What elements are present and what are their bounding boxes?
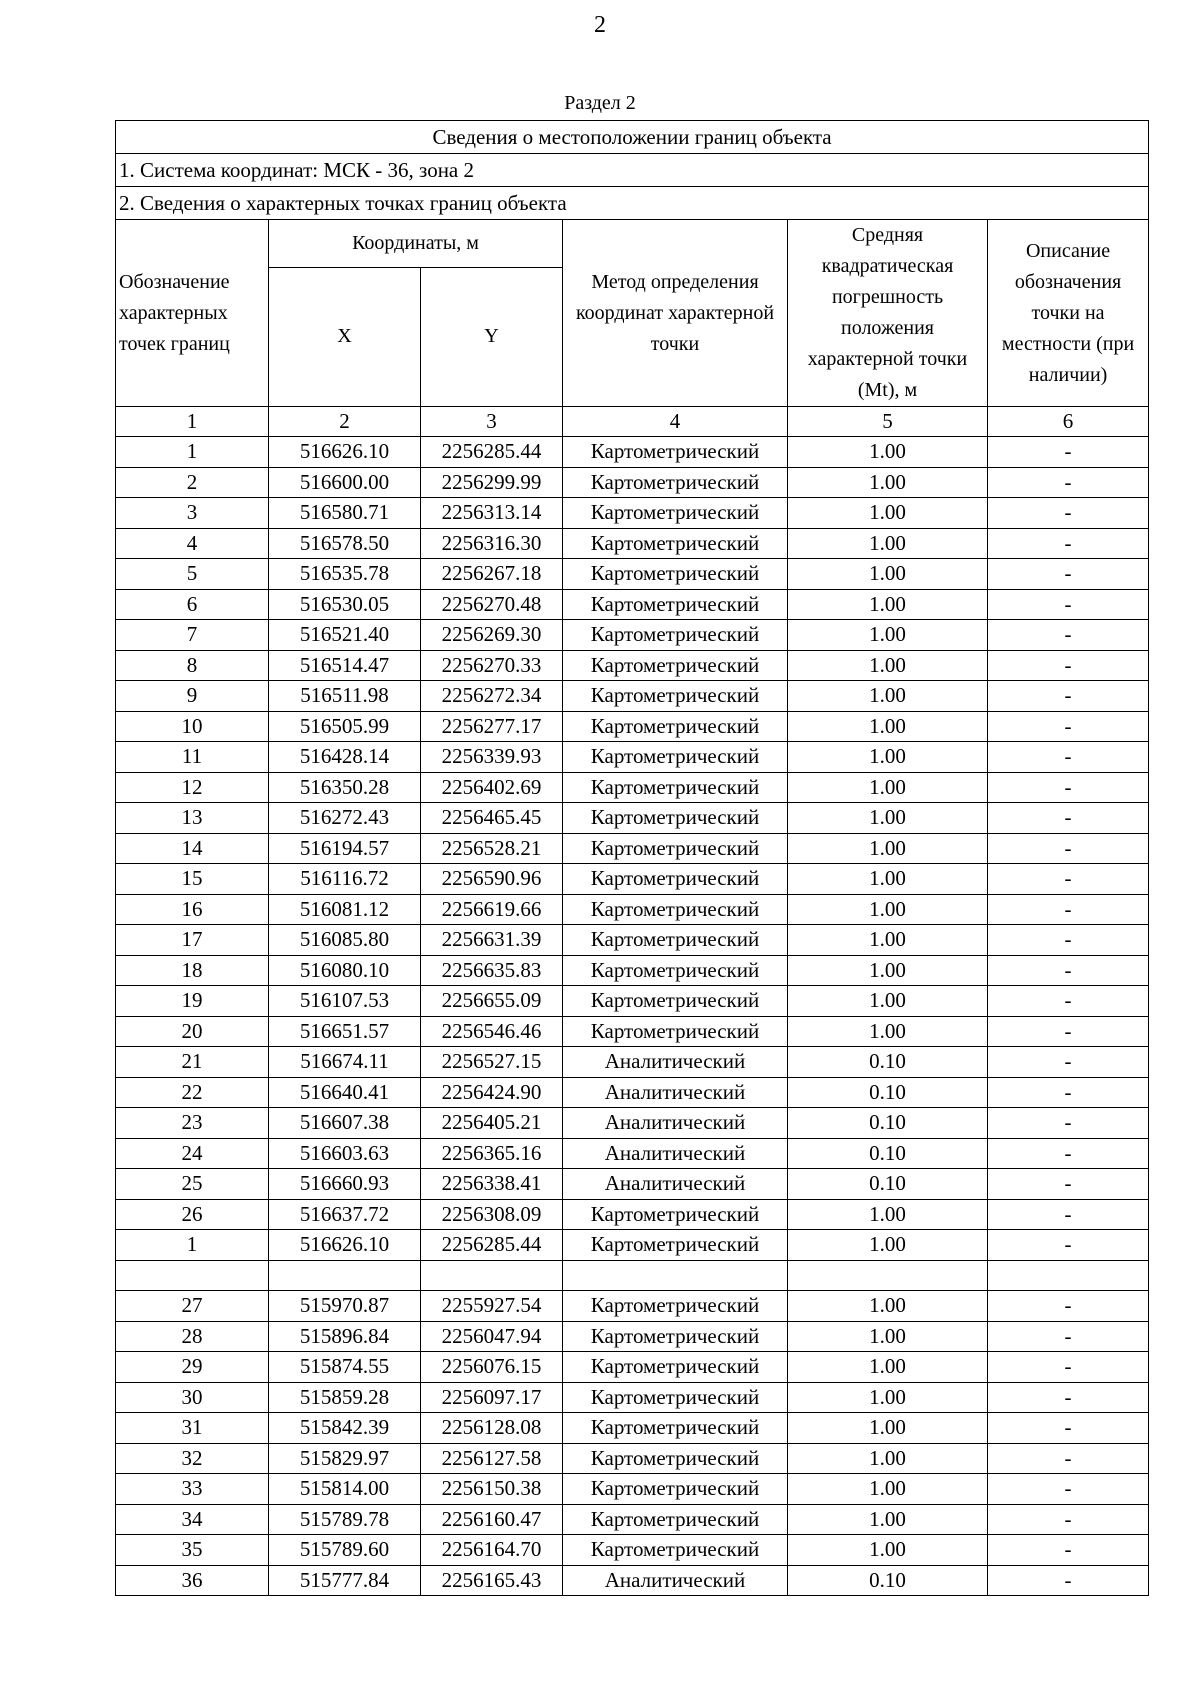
x-coordinate-cell: 516660.93	[269, 1169, 421, 1200]
description-cell: -	[988, 1504, 1149, 1535]
method-cell: Картометрический	[563, 1199, 788, 1230]
point-id-cell: 35	[116, 1535, 269, 1566]
table-row	[116, 711, 1149, 742]
point-id-cell: 23	[116, 1108, 269, 1139]
accuracy-cell: 1.00	[788, 925, 988, 956]
description-cell: -	[988, 1077, 1149, 1108]
x-coordinate-cell: 516640.41	[269, 1077, 421, 1108]
column-numbers-row	[116, 407, 1149, 437]
y-coordinate-cell: 2256097.17	[421, 1382, 563, 1413]
accuracy-cell: 1.00	[788, 1291, 988, 1322]
x-coordinate-cell: 515777.84	[269, 1565, 421, 1596]
table-row	[116, 803, 1149, 834]
description-cell: -	[988, 864, 1149, 895]
method-cell: Картометрический	[563, 620, 788, 651]
y-coordinate-cell: 2256316.30	[421, 528, 563, 559]
method-cell: Картометрический	[563, 864, 788, 895]
point-id-cell: 2	[116, 467, 269, 498]
description-cell: -	[988, 925, 1149, 956]
accuracy-cell: 1.00	[788, 559, 988, 590]
accuracy-cell: 1.00	[788, 864, 988, 895]
y-coordinate-cell: 2256272.34	[421, 681, 563, 712]
x-coordinate-cell: 516530.05	[269, 589, 421, 620]
accuracy-cell: 1.00	[788, 681, 988, 712]
method-cell: Аналитический	[563, 1108, 788, 1139]
header-method: Метод определения координат характерной точки	[563, 220, 788, 407]
method-cell: Картометрический	[563, 681, 788, 712]
y-coordinate-cell: 2256270.48	[421, 589, 563, 620]
x-coordinate-cell: 516607.38	[269, 1108, 421, 1139]
x-coordinate-cell: 516085.80	[269, 925, 421, 956]
x-coordinate-cell: 516600.00	[269, 467, 421, 498]
x-coordinate-cell: 516116.72	[269, 864, 421, 895]
description-cell: -	[988, 833, 1149, 864]
point-id-cell: 10	[116, 711, 269, 742]
method-cell: Картометрический	[563, 986, 788, 1017]
method-cell: Картометрический	[563, 498, 788, 529]
description-cell	[988, 1260, 1149, 1291]
point-id-cell	[116, 1260, 269, 1291]
method-cell: Картометрический	[563, 955, 788, 986]
method-cell: Аналитический	[563, 1047, 788, 1078]
column-number: 1	[116, 407, 269, 437]
y-coordinate-cell: 2256527.15	[421, 1047, 563, 1078]
description-cell: -	[988, 1474, 1149, 1505]
accuracy-cell: 1.00	[788, 1413, 988, 1444]
x-coordinate-cell: 516194.57	[269, 833, 421, 864]
description-cell: -	[988, 1535, 1149, 1566]
method-cell: Картометрический	[563, 803, 788, 834]
y-coordinate-cell: 2256405.21	[421, 1108, 563, 1139]
description-cell: -	[988, 498, 1149, 529]
description-cell: -	[988, 681, 1149, 712]
y-coordinate-cell: 2256424.90	[421, 1077, 563, 1108]
y-coordinate-cell: 2256285.44	[421, 1230, 563, 1261]
x-coordinate-cell: 516272.43	[269, 803, 421, 834]
method-cell: Картометрический	[563, 894, 788, 925]
point-id-cell: 34	[116, 1504, 269, 1535]
header-point: Обозначение характерных точек границ	[116, 220, 269, 407]
table-row	[116, 1199, 1149, 1230]
accuracy-cell: 1.00	[788, 620, 988, 651]
accuracy-cell: 1.00	[788, 1382, 988, 1413]
accuracy-cell: 1.00	[788, 1443, 988, 1474]
x-coordinate-cell: 516521.40	[269, 620, 421, 651]
method-cell: Картометрический	[563, 1291, 788, 1322]
column-number: 5	[788, 407, 988, 437]
description-cell: -	[988, 1443, 1149, 1474]
accuracy-cell: 1.00	[788, 742, 988, 773]
accuracy-cell: 1.00	[788, 1474, 988, 1505]
table-row	[116, 772, 1149, 803]
description-cell: -	[988, 559, 1149, 590]
point-id-cell: 1	[116, 437, 269, 468]
point-id-cell: 19	[116, 986, 269, 1017]
table-row	[116, 1413, 1149, 1444]
method-cell: Картометрический	[563, 1321, 788, 1352]
point-id-cell: 22	[116, 1077, 269, 1108]
method-cell: Аналитический	[563, 1077, 788, 1108]
accuracy-cell: 0.10	[788, 1138, 988, 1169]
y-coordinate-cell: 2256402.69	[421, 772, 563, 803]
point-id-cell: 20	[116, 1016, 269, 1047]
method-cell: Картометрический	[563, 833, 788, 864]
description-cell: -	[988, 986, 1149, 1017]
accuracy-cell: 0.10	[788, 1565, 988, 1596]
method-cell: Картометрический	[563, 772, 788, 803]
x-coordinate-cell: 515896.84	[269, 1321, 421, 1352]
method-cell: Картометрический	[563, 1443, 788, 1474]
accuracy-cell: 1.00	[788, 528, 988, 559]
description-cell: -	[988, 589, 1149, 620]
y-coordinate-cell: 2256267.18	[421, 559, 563, 590]
accuracy-cell: 1.00	[788, 955, 988, 986]
table-row	[116, 986, 1149, 1017]
point-id-cell: 4	[116, 528, 269, 559]
x-coordinate-cell: 516428.14	[269, 742, 421, 773]
header-description: Описание обозначения точки на местности (при наличии)	[988, 220, 1149, 407]
description-cell: -	[988, 1565, 1149, 1596]
accuracy-cell: 1.00	[788, 1535, 988, 1566]
page-number: 2	[594, 12, 606, 38]
point-id-cell: 26	[116, 1199, 269, 1230]
description-cell: -	[988, 1321, 1149, 1352]
table-row	[116, 1169, 1149, 1200]
point-id-cell: 33	[116, 1474, 269, 1505]
description-cell: -	[988, 711, 1149, 742]
accuracy-cell: 1.00	[788, 589, 988, 620]
point-id-cell: 6	[116, 589, 269, 620]
description-cell: -	[988, 1413, 1149, 1444]
accuracy-cell: 1.00	[788, 1199, 988, 1230]
description-cell: -	[988, 772, 1149, 803]
x-coordinate-cell: 516514.47	[269, 650, 421, 681]
accuracy-cell: 1.00	[788, 894, 988, 925]
x-coordinate-cell: 516578.50	[269, 528, 421, 559]
table-row	[116, 681, 1149, 712]
x-coordinate-cell: 515789.60	[269, 1535, 421, 1566]
method-cell: Картометрический	[563, 711, 788, 742]
accuracy-cell: 0.10	[788, 1077, 988, 1108]
description-cell: -	[988, 1169, 1149, 1200]
table-row	[116, 1382, 1149, 1413]
x-coordinate-cell: 516350.28	[269, 772, 421, 803]
accuracy-cell: 1.00	[788, 1016, 988, 1047]
header-error: Средняя квадратическая погрешность положения характерной точки (Mt), м	[788, 220, 988, 407]
point-id-cell: 5	[116, 559, 269, 590]
method-cell: Картометрический	[563, 437, 788, 468]
description-cell: -	[988, 620, 1149, 651]
y-coordinate-cell: 2256313.14	[421, 498, 563, 529]
y-coordinate-cell: 2255927.54	[421, 1291, 563, 1322]
table-row	[116, 925, 1149, 956]
header-coordinates: Координаты, м	[269, 220, 563, 268]
description-cell: -	[988, 1382, 1149, 1413]
y-coordinate-cell: 2256338.41	[421, 1169, 563, 1200]
point-id-cell: 17	[116, 925, 269, 956]
x-coordinate-cell	[269, 1260, 421, 1291]
accuracy-cell: 1.00	[788, 437, 988, 468]
y-coordinate-cell: 2256631.39	[421, 925, 563, 956]
y-coordinate-cell: 2256546.46	[421, 1016, 563, 1047]
description-cell: -	[988, 467, 1149, 498]
x-coordinate-cell: 516535.78	[269, 559, 421, 590]
x-coordinate-cell: 516511.98	[269, 681, 421, 712]
y-coordinate-cell: 2256365.16	[421, 1138, 563, 1169]
description-cell: -	[988, 955, 1149, 986]
point-id-cell: 8	[116, 650, 269, 681]
point-id-cell: 24	[116, 1138, 269, 1169]
accuracy-cell: 1.00	[788, 803, 988, 834]
point-id-cell: 18	[116, 955, 269, 986]
table-row	[116, 589, 1149, 620]
point-id-cell: 7	[116, 620, 269, 651]
y-coordinate-cell: 2256165.43	[421, 1565, 563, 1596]
point-id-cell: 12	[116, 772, 269, 803]
point-id-cell: 14	[116, 833, 269, 864]
description-cell: -	[988, 1199, 1149, 1230]
table-row	[116, 467, 1149, 498]
table-row	[116, 650, 1149, 681]
x-coordinate-cell: 516603.63	[269, 1138, 421, 1169]
point-id-cell: 30	[116, 1382, 269, 1413]
header-y: Y	[421, 267, 563, 406]
y-coordinate-cell: 2256047.94	[421, 1321, 563, 1352]
description-cell: -	[988, 803, 1149, 834]
y-coordinate-cell: 2256590.96	[421, 864, 563, 895]
y-coordinate-cell: 2256076.15	[421, 1352, 563, 1383]
y-coordinate-cell: 2256655.09	[421, 986, 563, 1017]
x-coordinate-cell: 515970.87	[269, 1291, 421, 1322]
point-id-cell: 29	[116, 1352, 269, 1383]
accuracy-cell: 1.00	[788, 1321, 988, 1352]
column-number: 6	[988, 407, 1149, 437]
accuracy-cell: 1.00	[788, 650, 988, 681]
x-coordinate-cell: 516651.57	[269, 1016, 421, 1047]
point-id-cell: 3	[116, 498, 269, 529]
description-cell: -	[988, 1138, 1149, 1169]
table-row	[116, 1230, 1149, 1261]
method-cell: Картометрический	[563, 1413, 788, 1444]
accuracy-cell	[788, 1260, 988, 1291]
y-coordinate-cell: 2256619.66	[421, 894, 563, 925]
y-coordinate-cell: 2256127.58	[421, 1443, 563, 1474]
description-cell: -	[988, 437, 1149, 468]
x-coordinate-cell: 515874.55	[269, 1352, 421, 1383]
description-cell: -	[988, 742, 1149, 773]
method-cell: Картометрический	[563, 742, 788, 773]
method-cell: Аналитический	[563, 1169, 788, 1200]
column-number: 3	[421, 407, 563, 437]
description-cell: -	[988, 650, 1149, 681]
table-row	[116, 528, 1149, 559]
method-cell: Картометрический	[563, 650, 788, 681]
coordinates-table	[115, 120, 1149, 1596]
point-id-cell: 28	[116, 1321, 269, 1352]
description-cell: -	[988, 528, 1149, 559]
table-row	[116, 1535, 1149, 1566]
accuracy-cell: 1.00	[788, 1504, 988, 1535]
method-cell: Картометрический	[563, 528, 788, 559]
y-coordinate-cell: 2256299.99	[421, 467, 563, 498]
x-coordinate-cell: 515842.39	[269, 1413, 421, 1444]
point-id-cell: 25	[116, 1169, 269, 1200]
method-cell: Аналитический	[563, 1138, 788, 1169]
point-id-cell: 13	[116, 803, 269, 834]
x-coordinate-cell: 515859.28	[269, 1382, 421, 1413]
y-coordinate-cell: 2256635.83	[421, 955, 563, 986]
table-title: Сведения о местоположении границ объекта	[116, 121, 1149, 154]
accuracy-cell: 0.10	[788, 1047, 988, 1078]
point-id-cell: 32	[116, 1443, 269, 1474]
accuracy-cell: 0.10	[788, 1108, 988, 1139]
description-cell: -	[988, 1016, 1149, 1047]
point-id-cell: 16	[116, 894, 269, 925]
method-cell: Картометрический	[563, 1352, 788, 1383]
table-row	[116, 1016, 1149, 1047]
point-id-cell: 36	[116, 1565, 269, 1596]
table-row	[116, 498, 1149, 529]
y-coordinate-cell: 2256528.21	[421, 833, 563, 864]
point-id-cell: 31	[116, 1413, 269, 1444]
table-row	[116, 620, 1149, 651]
table-row	[116, 894, 1149, 925]
column-number: 4	[563, 407, 788, 437]
table-row	[116, 1321, 1149, 1352]
x-coordinate-cell: 516674.11	[269, 1047, 421, 1078]
table-row	[116, 864, 1149, 895]
table-row	[116, 1291, 1149, 1322]
x-coordinate-cell: 515789.78	[269, 1504, 421, 1535]
method-cell: Картометрический	[563, 1474, 788, 1505]
table-row	[116, 742, 1149, 773]
point-id-cell: 27	[116, 1291, 269, 1322]
description-cell: -	[988, 1352, 1149, 1383]
accuracy-cell: 1.00	[788, 772, 988, 803]
description-cell: -	[988, 1047, 1149, 1078]
accuracy-cell: 1.00	[788, 1352, 988, 1383]
description-cell: -	[988, 1291, 1149, 1322]
y-coordinate-cell: 2256269.30	[421, 620, 563, 651]
column-number: 2	[269, 407, 421, 437]
accuracy-cell: 1.00	[788, 986, 988, 1017]
method-cell: Картометрический	[563, 1504, 788, 1535]
y-coordinate-cell	[421, 1260, 563, 1291]
method-cell: Картометрический	[563, 1230, 788, 1261]
table-row	[116, 559, 1149, 590]
y-coordinate-cell: 2256285.44	[421, 437, 563, 468]
table-row	[116, 1047, 1149, 1078]
section-title: Раздел 2	[564, 92, 636, 114]
x-coordinate-cell: 516107.53	[269, 986, 421, 1017]
table-row	[116, 1474, 1149, 1505]
accuracy-cell: 1.00	[788, 1230, 988, 1261]
table-row	[116, 1504, 1149, 1535]
method-cell: Картометрический	[563, 589, 788, 620]
method-cell: Картометрический	[563, 559, 788, 590]
y-coordinate-cell: 2256465.45	[421, 803, 563, 834]
table-row	[116, 1138, 1149, 1169]
y-coordinate-cell: 2256270.33	[421, 650, 563, 681]
point-id-cell: 15	[116, 864, 269, 895]
y-coordinate-cell: 2256277.17	[421, 711, 563, 742]
y-coordinate-cell: 2256308.09	[421, 1199, 563, 1230]
description-cell: -	[988, 894, 1149, 925]
description-cell: -	[988, 1230, 1149, 1261]
method-cell: Картометрический	[563, 925, 788, 956]
x-coordinate-cell: 516081.12	[269, 894, 421, 925]
x-coordinate-cell: 516626.10	[269, 1230, 421, 1261]
point-id-cell: 9	[116, 681, 269, 712]
table-row	[116, 1260, 1149, 1291]
y-coordinate-cell: 2256150.38	[421, 1474, 563, 1505]
table-row	[116, 833, 1149, 864]
x-coordinate-cell: 515829.97	[269, 1443, 421, 1474]
x-coordinate-cell: 516580.71	[269, 498, 421, 529]
y-coordinate-cell: 2256339.93	[421, 742, 563, 773]
x-coordinate-cell: 516505.99	[269, 711, 421, 742]
method-cell: Картометрический	[563, 467, 788, 498]
method-cell: Картометрический	[563, 1382, 788, 1413]
table-row	[116, 1443, 1149, 1474]
method-cell	[563, 1260, 788, 1291]
accuracy-cell: 1.00	[788, 498, 988, 529]
table-row	[116, 437, 1149, 468]
method-cell: Картометрический	[563, 1535, 788, 1566]
x-coordinate-cell: 516637.72	[269, 1199, 421, 1230]
table-row	[116, 955, 1149, 986]
header-x: X	[269, 267, 421, 406]
accuracy-cell: 0.10	[788, 1169, 988, 1200]
x-coordinate-cell: 515814.00	[269, 1474, 421, 1505]
table-row	[116, 1565, 1149, 1596]
coordinate-system: 1. Система координат: МСК - 36, зона 2	[116, 154, 1149, 187]
point-id-cell: 11	[116, 742, 269, 773]
x-coordinate-cell: 516626.10	[269, 437, 421, 468]
point-id-cell: 21	[116, 1047, 269, 1078]
method-cell: Картометрический	[563, 1016, 788, 1047]
table-row	[116, 1108, 1149, 1139]
y-coordinate-cell: 2256128.08	[421, 1413, 563, 1444]
table-row	[116, 1077, 1149, 1108]
description-cell: -	[988, 1108, 1149, 1139]
accuracy-cell: 1.00	[788, 833, 988, 864]
y-coordinate-cell: 2256164.70	[421, 1535, 563, 1566]
table-row	[116, 1352, 1149, 1383]
table-subtitle: 2. Сведения о характерных точках границ объекта	[116, 187, 1149, 220]
accuracy-cell: 1.00	[788, 467, 988, 498]
method-cell: Аналитический	[563, 1565, 788, 1596]
accuracy-cell: 1.00	[788, 711, 988, 742]
x-coordinate-cell: 516080.10	[269, 955, 421, 986]
y-coordinate-cell: 2256160.47	[421, 1504, 563, 1535]
point-id-cell: 1	[116, 1230, 269, 1261]
